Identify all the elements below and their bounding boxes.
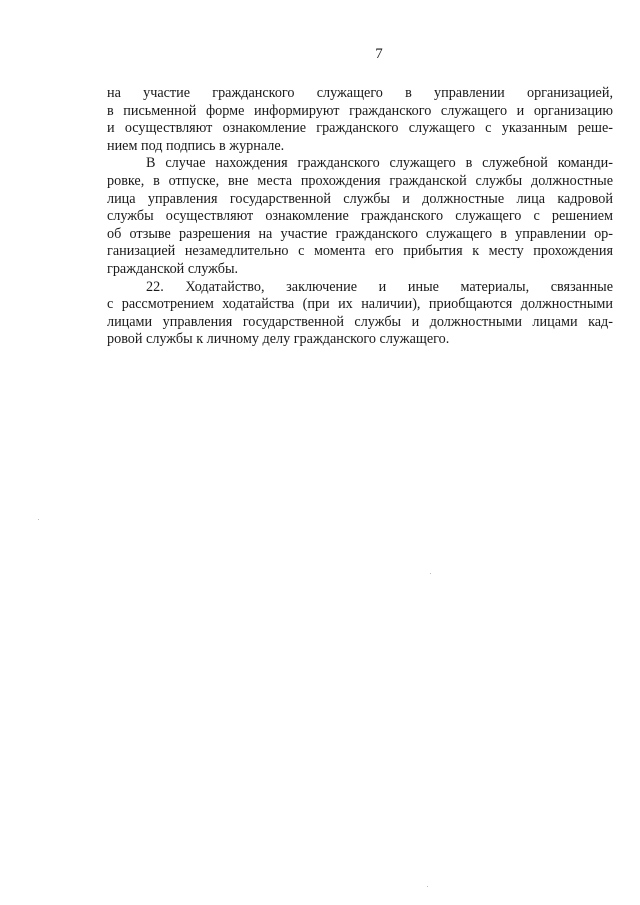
text-line: гражданской службы. <box>107 260 239 277</box>
text-line: 22. Ходатайство, заключение и иные материалы, связанные <box>146 278 613 295</box>
body-text <box>107 85 613 349</box>
text-line: с рассмотрением ходатайства (при их наличии), приобщаются должностными <box>107 296 613 313</box>
page-number: 7 <box>375 46 383 62</box>
text-line: лица управления государственной службы и должностные лица кадровой <box>107 190 613 207</box>
scan-speck <box>430 573 431 574</box>
scan-speck <box>38 519 39 520</box>
text-line: в письменной форме информируют гражданского служащего и организацию <box>107 102 613 119</box>
text-line: службы осуществляют ознакомление гражданского служащего с решением <box>107 208 613 225</box>
text-line: ровке, в отпуске, вне места прохождения гражданской службы должностные <box>107 172 613 189</box>
paragraph-3 <box>107 279 613 349</box>
text-line: нием под подпись в журнале. <box>107 137 285 154</box>
paragraph-2 <box>107 155 613 278</box>
scan-speck <box>427 886 428 887</box>
text-line: об отзыве разрешения на участие гражданского служащего в управлении ор- <box>107 225 613 242</box>
text-line: ровой службы к личному делу гражданского служащего. <box>107 331 450 348</box>
text-line: ганизацией незамедлительно с момента его прибытия к месту прохождения <box>107 243 613 260</box>
paragraph-1 <box>107 85 613 155</box>
text-line: лицами управления государственной службы и должностными лицами кад- <box>107 313 613 330</box>
text-line: на участие гражданского служащего в управлении организацией, <box>107 85 613 101</box>
text-line: и осуществляют ознакомление гражданского служащего с указанным реше- <box>107 120 613 137</box>
text-line: В случае нахождения гражданского служащего в служебной команди- <box>146 155 613 172</box>
